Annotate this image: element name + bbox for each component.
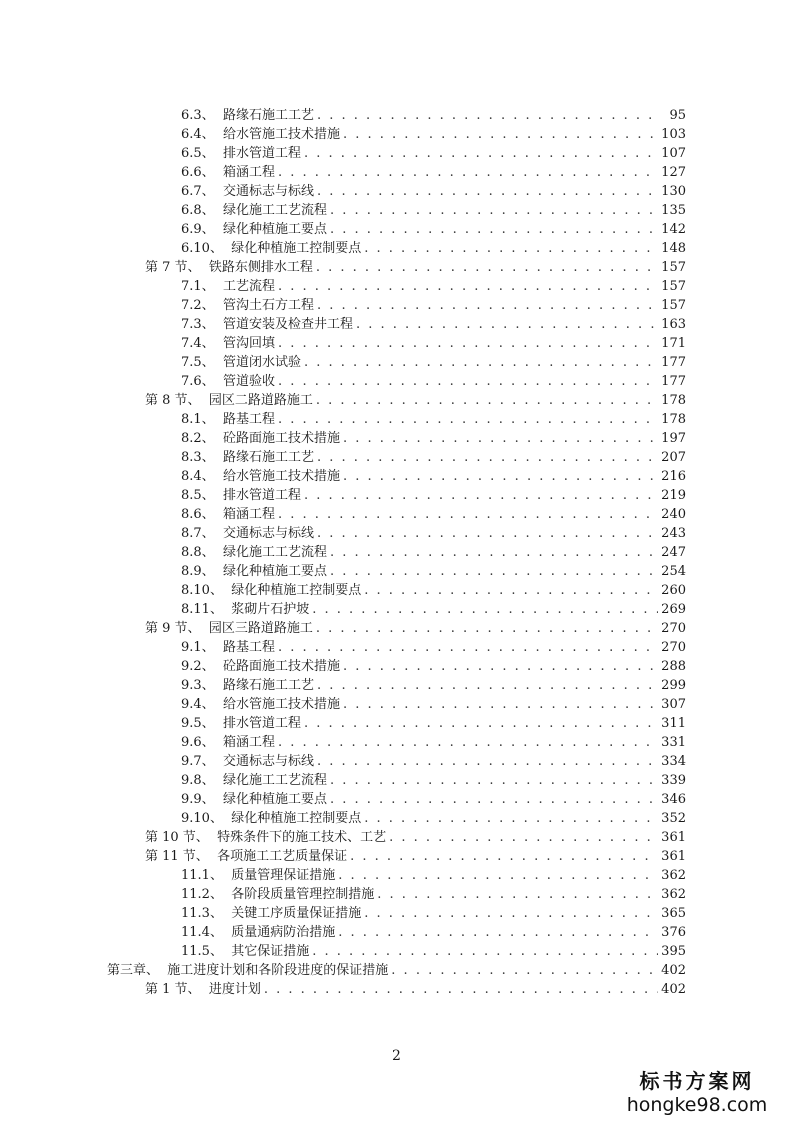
toc-entry-page: 270	[661, 640, 686, 655]
toc-entry-number: 8.5、	[181, 488, 215, 503]
toc-entry-title: 各阶段质量管理控制措施	[231, 887, 375, 902]
dot-leader	[312, 944, 658, 959]
toc-entry-number: 8.8、	[181, 545, 215, 560]
toc-entry[interactable]	[0, 921, 793, 940]
toc-entry-page: 260	[661, 583, 686, 598]
toc-entry[interactable]	[0, 712, 793, 731]
toc-entry-title: 质量管理保证措施	[231, 868, 336, 883]
toc-entry[interactable]	[0, 218, 793, 237]
toc-entry-number: 7.2、	[181, 298, 215, 313]
watermark-brand: 标书方案网	[639, 1069, 755, 1093]
dot-leader	[391, 963, 658, 978]
toc-entry-number: 第 8 节、	[145, 393, 201, 408]
dot-leader	[316, 393, 658, 408]
toc-entry-number: 第 10 节、	[145, 830, 209, 845]
toc-entry-number: 7.5、	[181, 355, 215, 370]
toc-entry[interactable]	[0, 788, 793, 807]
toc-entry-number: 6.8、	[181, 203, 215, 218]
toc-entry-page: 307	[661, 697, 686, 712]
toc-entry-page: 247	[661, 545, 686, 560]
toc-entry-number: 11.4、	[181, 925, 223, 940]
toc-entry[interactable]	[0, 655, 793, 674]
dot-leader	[364, 583, 658, 598]
toc-entry-number: 9.9、	[181, 792, 215, 807]
toc-entry[interactable]	[0, 598, 793, 617]
dot-leader	[264, 982, 658, 997]
dot-leader	[364, 811, 658, 826]
toc-entry-title: 路基工程	[222, 640, 275, 655]
toc-entry-page: 362	[661, 868, 686, 883]
toc-entry-page: 130	[661, 184, 686, 199]
toc-entry-number: 第 11 节、	[145, 849, 209, 864]
toc-entry-number: 9.6、	[181, 735, 215, 750]
toc-entry[interactable]	[0, 826, 793, 845]
toc-entry-title: 绿化种植施工控制要点	[231, 583, 362, 598]
dot-leader	[343, 127, 658, 142]
toc-entry-page: 177	[661, 374, 686, 389]
toc-entry-title: 给水管施工技术措施	[222, 469, 340, 484]
toc-entry-page: 361	[661, 830, 686, 845]
toc-entry[interactable]	[0, 807, 793, 826]
toc-entry-title: 交通标志与标线	[222, 184, 314, 199]
toc-entry-title: 给水管施工技术措施	[222, 697, 340, 712]
toc-entry[interactable]	[0, 408, 793, 427]
toc-entry[interactable]	[0, 427, 793, 446]
toc-entry-title: 绿化种植施工要点	[222, 792, 327, 807]
toc-entry-number: 第 9 节、	[145, 621, 201, 636]
toc-entry-title: 各项施工工艺质量保证	[217, 849, 348, 864]
toc-entry-page: 157	[661, 260, 686, 275]
toc-entry-title: 箱涵工程	[222, 507, 275, 522]
toc-entry-title: 路基工程	[222, 412, 275, 427]
watermark-url: hongke98.com	[626, 1094, 768, 1116]
toc-entry-page: 197	[661, 431, 686, 446]
toc-entry-number: 第 7 节、	[145, 260, 201, 275]
page-number: 2	[392, 1048, 401, 1064]
toc-entry-page: 346	[661, 792, 686, 807]
toc-entry-number: 7.1、	[181, 279, 215, 294]
toc-entry-page: 334	[661, 754, 686, 769]
dot-leader	[317, 298, 658, 313]
toc-entry[interactable]	[0, 541, 793, 560]
dot-leader	[343, 659, 658, 674]
toc-entry[interactable]	[0, 465, 793, 484]
toc-entry-title: 绿化种植施工控制要点	[231, 241, 362, 256]
toc-entry-number: 7.3、	[181, 317, 215, 332]
dot-leader	[356, 317, 658, 332]
dot-leader	[304, 488, 658, 503]
toc-entry[interactable]	[0, 256, 793, 275]
toc-entry-title: 园区二路道路施工	[208, 393, 313, 408]
dot-leader	[278, 165, 658, 180]
toc-entry-page: 163	[661, 317, 686, 332]
dot-leader	[312, 602, 658, 617]
toc-entry-title: 排水管道工程	[222, 146, 301, 161]
toc-entry-number: 11.2、	[181, 887, 223, 902]
dot-leader	[377, 887, 658, 902]
toc-entry[interactable]	[0, 237, 793, 256]
toc-entry[interactable]	[0, 332, 793, 351]
toc-entry-number: 11.5、	[181, 944, 223, 959]
toc-entry[interactable]	[0, 161, 793, 180]
dot-leader	[304, 716, 658, 731]
toc-entry[interactable]	[0, 389, 793, 408]
toc-entry-page: 219	[661, 488, 686, 503]
toc-entry[interactable]	[0, 959, 793, 978]
dot-leader	[330, 564, 658, 579]
toc-entry-number: 9.4、	[181, 697, 215, 712]
toc-entry[interactable]	[0, 351, 793, 370]
toc-entry[interactable]	[0, 902, 793, 921]
toc-entry[interactable]	[0, 370, 793, 389]
toc-entry-title: 排水管道工程	[222, 488, 301, 503]
toc-entry-page: 178	[661, 393, 686, 408]
dot-leader	[317, 678, 658, 693]
dot-leader	[330, 792, 658, 807]
toc-entry-title: 施工进度计划和各阶段进度的保证措施	[167, 963, 389, 978]
toc-entry-number: 第三章、	[107, 963, 160, 978]
toc-entry-title: 给水管施工技术措施	[222, 127, 340, 142]
toc-entry-number: 8.9、	[181, 564, 215, 579]
toc-entry-page: 299	[661, 678, 686, 693]
toc-entry-number: 第 1 节、	[145, 982, 201, 997]
toc-entry-page: 243	[661, 526, 686, 541]
dot-leader	[316, 260, 658, 275]
toc-entry-title: 交通标志与标线	[222, 754, 314, 769]
toc-entry-page: 178	[661, 412, 686, 427]
dot-leader	[317, 184, 658, 199]
toc-entry-page: 148	[661, 241, 686, 256]
toc-entry-number: 6.10、	[181, 241, 223, 256]
toc-entry-title: 管道验收	[222, 374, 275, 389]
toc-entry-title: 砼路面施工技术措施	[222, 659, 340, 674]
toc-entry[interactable]	[0, 731, 793, 750]
toc-entry-page: 270	[661, 621, 686, 636]
toc-entry-number: 8.1、	[181, 412, 215, 427]
toc-entry-page: 142	[661, 222, 686, 237]
toc-entry[interactable]	[0, 864, 793, 883]
toc-entry-page: 135	[661, 203, 686, 218]
toc-entry-title: 交通标志与标线	[222, 526, 314, 541]
toc-entry-title: 铁路东侧排水工程	[208, 260, 313, 275]
toc-entry-page: 240	[661, 507, 686, 522]
toc-entry-number: 11.3、	[181, 906, 223, 921]
toc-entry-title: 关键工序质量保证措施	[231, 906, 362, 921]
toc-entry[interactable]	[0, 769, 793, 788]
toc-entry-page: 171	[661, 336, 686, 351]
toc-entry-page: 365	[661, 906, 686, 921]
toc-entry-page: 207	[661, 450, 686, 465]
toc-entry-number: 6.3、	[181, 108, 215, 123]
toc-entry-page: 95	[669, 108, 686, 123]
toc-entry-number: 9.5、	[181, 716, 215, 731]
toc-entry[interactable]	[0, 484, 793, 503]
toc-entry[interactable]	[0, 883, 793, 902]
toc-entry-page: 177	[661, 355, 686, 370]
toc-entry-page: 402	[661, 982, 686, 997]
toc-entry[interactable]	[0, 617, 793, 636]
toc-entry-title: 管道安装及检查井工程	[222, 317, 353, 332]
toc-entry-number: 9.10、	[181, 811, 223, 826]
dot-leader	[316, 621, 658, 636]
toc-entry[interactable]	[0, 313, 793, 332]
toc-entry-page: 157	[661, 279, 686, 294]
dot-leader	[364, 906, 658, 921]
toc-entry[interactable]	[0, 104, 793, 123]
toc-entry[interactable]	[0, 674, 793, 693]
dot-leader	[330, 773, 658, 788]
toc-entry-page: 157	[661, 298, 686, 313]
toc-entry-title: 管沟土石方工程	[222, 298, 314, 313]
dot-leader	[343, 431, 658, 446]
toc-entry-title: 管沟回填	[222, 336, 275, 351]
toc-entry-page: 362	[661, 887, 686, 902]
toc-entry-number: 8.4、	[181, 469, 215, 484]
toc-entry-page: 339	[661, 773, 686, 788]
toc-entry-title: 绿化种植施工要点	[222, 564, 327, 579]
toc-entry-number: 6.6、	[181, 165, 215, 180]
toc-entry-number: 6.9、	[181, 222, 215, 237]
toc-entry-title: 路缘石施工工艺	[222, 108, 314, 123]
toc-entry-page: 269	[661, 602, 686, 617]
toc-entry[interactable]	[0, 978, 793, 997]
toc-entry-number: 8.10、	[181, 583, 223, 598]
dot-leader	[278, 374, 658, 389]
toc-entry-title: 排水管道工程	[222, 716, 301, 731]
toc-entry-number: 9.2、	[181, 659, 215, 674]
dot-leader	[338, 868, 658, 883]
toc-entry-number: 8.6、	[181, 507, 215, 522]
toc-entry-number: 11.1、	[181, 868, 223, 883]
toc-entry-title: 绿化种植施工控制要点	[231, 811, 362, 826]
toc-entry-number: 9.1、	[181, 640, 215, 655]
dot-leader	[278, 412, 658, 427]
toc-entry-title: 其它保证措施	[231, 944, 310, 959]
toc-entry[interactable]	[0, 750, 793, 769]
toc-entry-title: 砼路面施工技术措施	[222, 431, 340, 446]
toc-entry[interactable]	[0, 123, 793, 142]
dot-leader	[389, 830, 658, 845]
dot-leader	[278, 735, 658, 750]
dot-leader	[278, 336, 658, 351]
toc-entry-title: 进度计划	[208, 982, 261, 997]
dot-leader	[330, 203, 658, 218]
toc-entry-page: 361	[661, 849, 686, 864]
table-of-contents	[0, 104, 793, 997]
dot-leader	[317, 108, 659, 123]
toc-entry[interactable]	[0, 275, 793, 294]
toc-entry-page: 103	[661, 127, 686, 142]
toc-entry-number: 8.2、	[181, 431, 215, 446]
toc-entry-number: 8.7、	[181, 526, 215, 541]
toc-entry-page: 288	[661, 659, 686, 674]
toc-entry-number: 6.4、	[181, 127, 215, 142]
dot-leader	[330, 545, 658, 560]
dot-leader	[338, 925, 658, 940]
dot-leader	[317, 754, 658, 769]
dot-leader	[343, 469, 658, 484]
toc-entry-title: 浆砌片石护坡	[231, 602, 310, 617]
dot-leader	[350, 849, 658, 864]
toc-entry-page: 331	[661, 735, 686, 750]
toc-entry-title: 园区三路道路施工	[208, 621, 313, 636]
toc-entry-title: 质量通病防治措施	[231, 925, 336, 940]
toc-entry-title: 绿化施工工艺流程	[222, 545, 327, 560]
toc-entry[interactable]	[0, 180, 793, 199]
toc-entry-title: 路缘石施工工艺	[222, 678, 314, 693]
toc-entry[interactable]	[0, 636, 793, 655]
dot-leader	[317, 526, 658, 541]
toc-entry[interactable]	[0, 294, 793, 313]
dot-leader	[317, 450, 658, 465]
toc-entry[interactable]	[0, 446, 793, 465]
dot-leader	[330, 222, 658, 237]
toc-entry-number: 6.5、	[181, 146, 215, 161]
toc-entry[interactable]	[0, 560, 793, 579]
toc-entry-page: 402	[661, 963, 686, 978]
toc-entry-title: 箱涵工程	[222, 165, 275, 180]
dot-leader	[343, 697, 658, 712]
toc-entry-title: 绿化施工工艺流程	[222, 203, 327, 218]
toc-entry-title: 绿化种植施工要点	[222, 222, 327, 237]
toc-entry-title: 绿化施工工艺流程	[222, 773, 327, 788]
toc-entry[interactable]	[0, 693, 793, 712]
dot-leader	[304, 146, 658, 161]
watermark-logo	[617, 1065, 777, 1116]
toc-entry-number: 9.7、	[181, 754, 215, 769]
toc-entry[interactable]	[0, 142, 793, 161]
toc-entry-page: 376	[661, 925, 686, 940]
toc-entry-page: 127	[661, 165, 686, 180]
toc-entry[interactable]	[0, 199, 793, 218]
toc-entry-number: 9.3、	[181, 678, 215, 693]
toc-entry-number: 7.6、	[181, 374, 215, 389]
toc-entry-title: 特殊条件下的施工技术、工艺	[217, 830, 387, 845]
dot-leader	[278, 279, 658, 294]
toc-entry-number: 6.7、	[181, 184, 215, 199]
dot-leader	[364, 241, 658, 256]
toc-entry-page: 216	[661, 469, 686, 484]
dot-leader	[278, 640, 658, 655]
toc-entry[interactable]	[0, 522, 793, 541]
toc-entry[interactable]	[0, 845, 793, 864]
toc-entry[interactable]	[0, 579, 793, 598]
toc-entry[interactable]	[0, 940, 793, 959]
toc-entry-title: 工艺流程	[222, 279, 275, 294]
toc-entry-number: 8.3、	[181, 450, 215, 465]
dot-leader	[304, 355, 658, 370]
toc-entry-title: 路缘石施工工艺	[222, 450, 314, 465]
dot-leader	[278, 507, 658, 522]
toc-entry-number: 7.4、	[181, 336, 215, 351]
toc-entry-page: 107	[661, 146, 686, 161]
toc-entry-title: 管道闭水试验	[222, 355, 301, 370]
toc-entry-page: 352	[661, 811, 686, 826]
toc-entry-number: 9.8、	[181, 773, 215, 788]
toc-entry-page: 395	[661, 944, 686, 959]
toc-entry-title: 箱涵工程	[222, 735, 275, 750]
toc-entry[interactable]	[0, 503, 793, 522]
toc-entry-page: 254	[661, 564, 686, 579]
toc-entry-number: 8.11、	[181, 602, 223, 617]
toc-entry-page: 311	[661, 716, 686, 731]
